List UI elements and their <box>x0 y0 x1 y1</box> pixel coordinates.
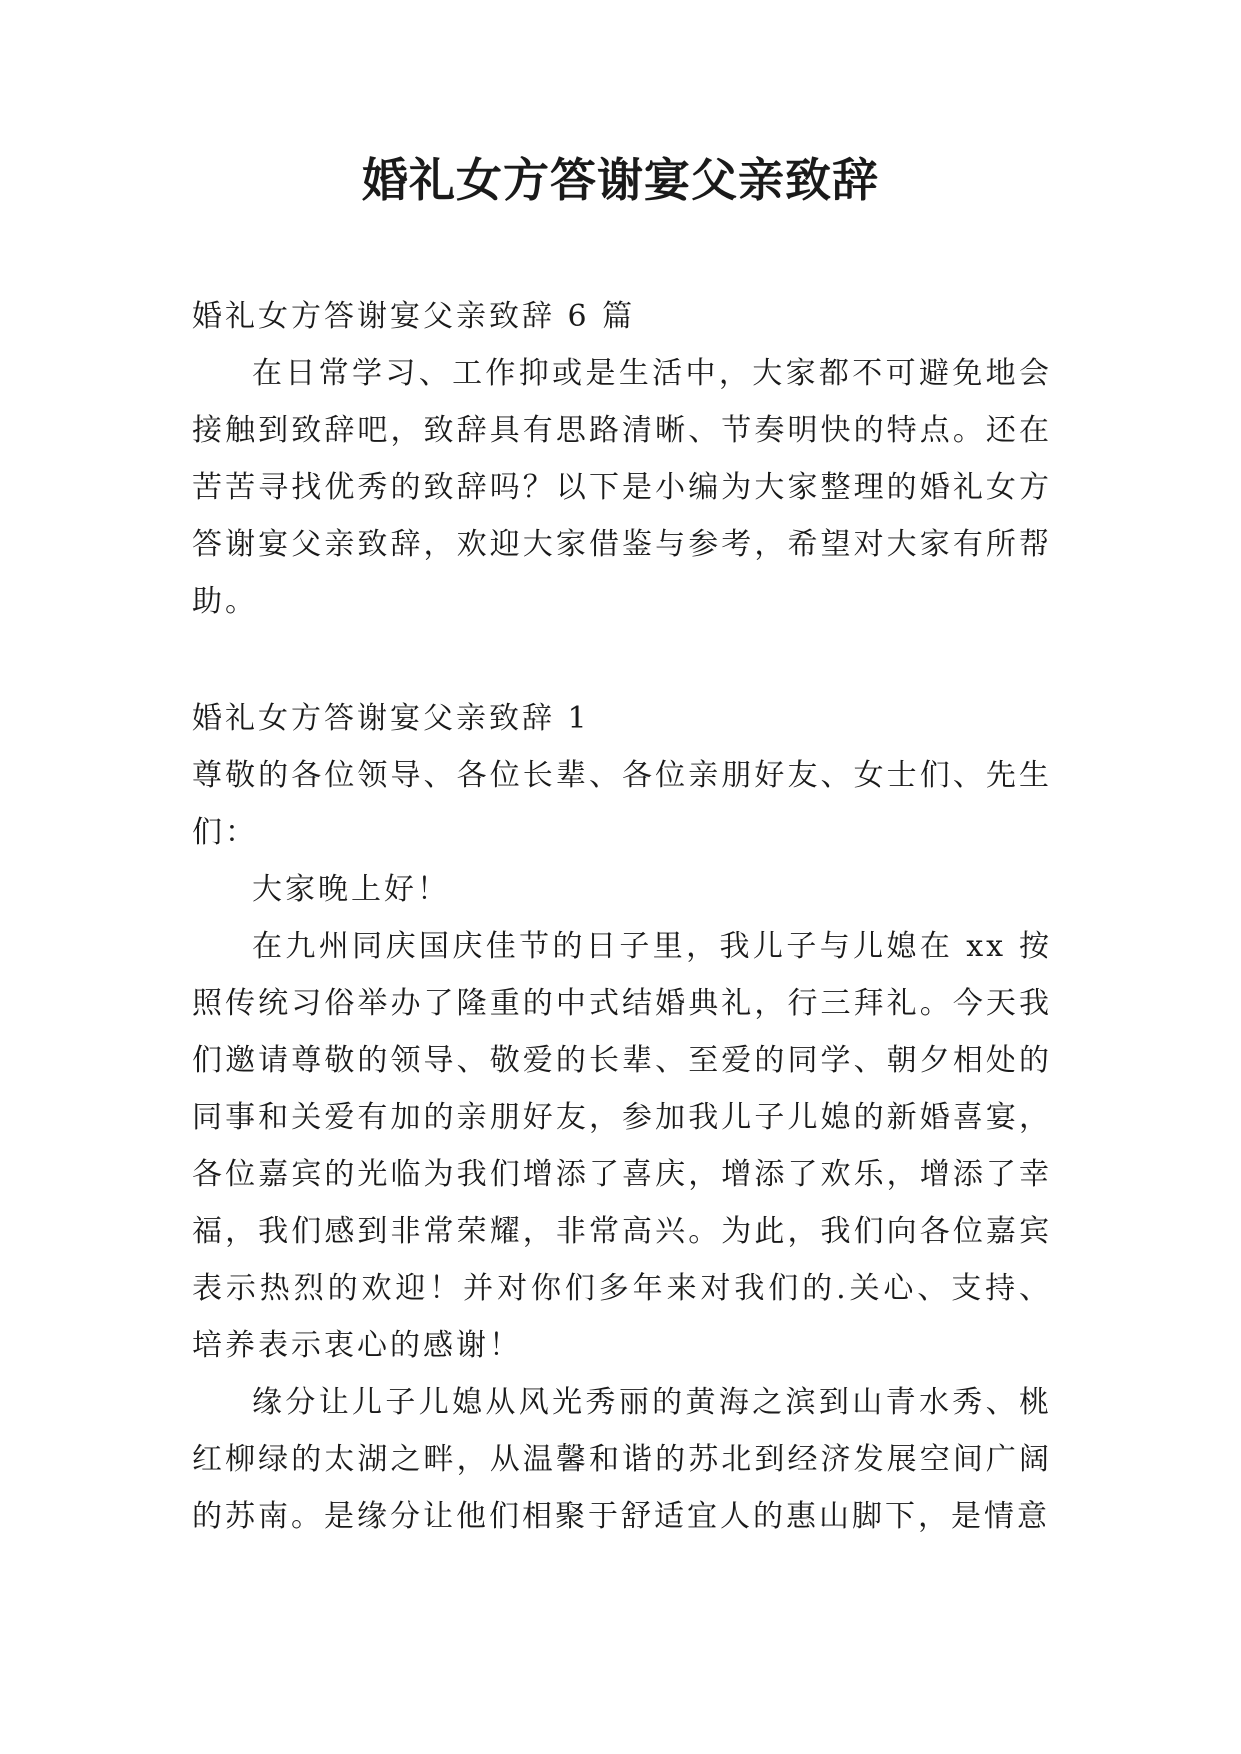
section-heading: 婚礼女方答谢宴父亲致辞 1 <box>192 701 590 736</box>
section-spacer <box>192 630 1052 690</box>
intro-paragraph: 在日常学习、工作抑或是生活中，大家都不可避免地会接触到致辞吧，致辞具有思路清晰、节奏明快的特点。还在苦苦寻找优秀的致辞吗？以下是小编为大家整理的婚礼女方答谢宴父亲致辞，欢迎大家借鉴与参考，希望对大家有所帮助。 <box>192 356 1052 619</box>
body-paragraph: 缘分让儿子儿媳从风光秀丽的黄海之滨到山青水秀、桃红柳绿的太湖之畔，从温馨和谐的苏北到经济发展空间广阔的苏南。是缘分让他们相聚于舒适宜人的惠山脚下，是情意 <box>192 1385 1052 1534</box>
greeting-paragraph: 大家晚上好！ <box>252 872 450 907</box>
body-paragraph: 在九州同庆国庆佳节的日子里，我儿子与儿媳在 xx 按照传统习俗举办了隆重的中式结婚典礼，行三拜礼。今天我们邀请尊敬的领导、敬爱的长辈、至爱的同学、朝夕相处的同事和关爱有加的亲朋好友，参加我儿子儿媳的新婚喜宴，各位嘉宾的光临为我们增添了喜庆，增添了欢乐，增添了幸福，我们感到非常荣耀，非常高兴。为此，我们向各位嘉宾表示热烈的欢迎！并对你们多年来对我们的.关心、支持、培养表示衷心的感谢！ <box>192 929 1052 1363</box>
salutation-paragraph: 尊敬的各位领导、各位长辈、各位亲朋好友、女士们、先生们： <box>192 758 1052 850</box>
document-title: 婚礼女方答谢宴父亲致辞 <box>362 153 879 207</box>
document-subtitle: 婚礼女方答谢宴父亲致辞 6 篇 <box>192 299 636 334</box>
document-body <box>192 288 1052 1545</box>
